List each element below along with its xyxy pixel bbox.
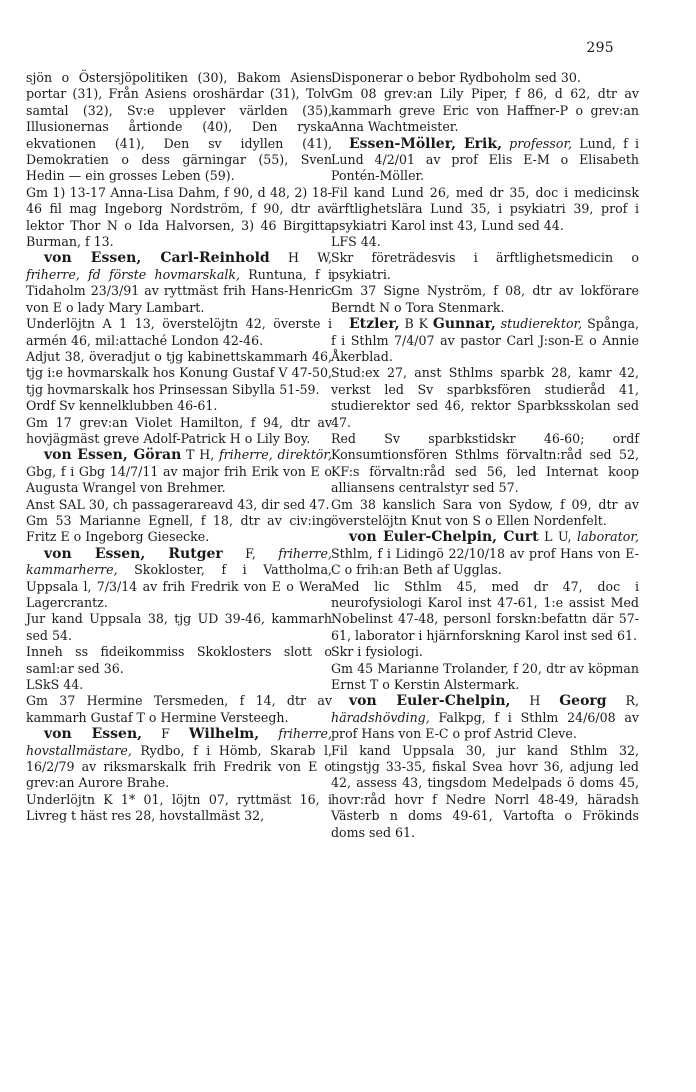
entry-text: Underlöjtn A 1 13, överstelöjtn 42, överste i armén 46, mil:attaché London 42-46. xyxy=(26,316,332,348)
entry-paragraph xyxy=(331,644,639,660)
entry-headword: Georg xyxy=(559,693,607,710)
entry-text: Red Sv sparbkstidskr 46-60; ordf Konsumtionsfören Sthlms förvaltn:råd sed 52, KF:s förvaltn:råd sed 56, led Internat koop alliansens centralstyr sed 57. xyxy=(331,430,639,496)
entry-title: studierektor, xyxy=(500,316,583,332)
entry-text: Gm 1) 13-17 Anna-Lisa Dahm, f 90, d 48, 2) 18-46 fil mag Ingeborg Nordström, f 90, dtr av lektor Thor N o Ida Halvorsen, 3) 46 Birgitta Burman, f 13. xyxy=(26,184,332,250)
entry-text: H W, xyxy=(269,250,332,266)
entry-text: Gm 38 kanslich Sara von Sydow, f 09, dtr av överstelöjtn Knut von S o Ellen Nordenfelt. xyxy=(331,496,639,528)
entry-paragraph xyxy=(26,185,332,251)
entry-text: LFS 44. xyxy=(331,234,381,250)
entry-paragraph xyxy=(26,497,332,513)
entry-headword: Wilhelm, xyxy=(188,726,260,743)
entry-paragraph xyxy=(331,234,639,250)
biography-entry xyxy=(331,529,639,578)
entry-text: Sthlm, f i Lidingö 22/10/18 av prof Hans von E-C o frih:an Beth af Ugglas. xyxy=(331,545,639,578)
entry-text: LSkS 44. xyxy=(26,677,84,693)
entry-paragraph xyxy=(331,579,639,645)
entry-paragraph xyxy=(331,497,639,530)
entry-text: Adjut 38, överadjut o tjg kabinettskammarh 46, tjg i:e hovmarskalk hos Konung Gustaf V 47-50, tjg hovmarskalk hos Prinsessan Sibylla 51-59. xyxy=(26,348,332,397)
entry-headword: Etzler, xyxy=(349,316,400,333)
entry-headword: Gunnar, xyxy=(432,316,496,333)
biography-entry xyxy=(26,546,332,612)
entry-text: Jur kand Uppsala 38, tjg UD 39-46, kammarh sed 54. xyxy=(26,611,332,643)
entry-paragraph xyxy=(331,365,639,431)
entry-paragraph xyxy=(331,431,639,497)
entry-paragraph xyxy=(26,316,332,349)
entry-text: Gm 37 Signe Nyström, f 08, dtr av lokförare Berndt N o Tora Stenmark. xyxy=(331,283,639,315)
entry-paragraph xyxy=(26,349,332,398)
entry-paragraph xyxy=(26,70,332,185)
entry-headword: Essen-Möller, Erik, xyxy=(349,135,502,152)
entry-text: Med lic Sthlm 45, med dr 47, doc i neurofysiologi Karol inst 47-61, 1:e assist Med Nobelinst 47-48, personl forskn:befattn där 57-61, laborator i hjärnforskning Karol inst sed 61. xyxy=(331,578,639,643)
entry-text: Underlöjtn K 1* 01, löjtn 07, ryttmäst 16, i Livreg t häst res 28, hovstallmäst 32, xyxy=(26,791,332,824)
entry-text: Gbg, f i Gbg 14/7/11 av major frih Erik von E o Augusta Wrangel von Brehmer. xyxy=(26,463,332,496)
entry-text: Rydbo, f i Hömb, Skarab l, 16/2/79 av riksmarskalk frih Fredrik von E o grev:an Aurore Brahe. xyxy=(26,742,332,791)
entry-text: Gm 45 Marianne Trolander, f 20, dtr av köpman Ernst T o Kerstin Alstermark. xyxy=(331,660,639,693)
entry-paragraph xyxy=(331,70,639,86)
entry-text: L U, xyxy=(538,529,577,545)
biography-entry xyxy=(331,316,639,365)
entry-text: Falkpg, f i Sthlm 24/6/08 av prof Hans von E-C o prof Astrid Cleve. xyxy=(331,709,639,742)
right-column xyxy=(331,70,639,841)
biography-entry xyxy=(26,447,332,496)
entry-text: Gm 53 Marianne Egnell, f 18, dtr av civ:ing Fritz E o Ingeborg Giesecke. xyxy=(26,512,332,545)
entry-text: H xyxy=(510,693,560,709)
entry-text: Skokloster, f i Vattholma, Uppsala l, 7/3/14 av frih Fredrik von E o Wera Lagercrantz. xyxy=(26,562,332,610)
entry-title: friherre, direktör, xyxy=(218,447,333,463)
biography-entry xyxy=(26,250,332,316)
entry-text xyxy=(259,726,278,741)
entry-text: F xyxy=(142,726,189,742)
entry-title: friherre, fd förste hovmarskalk, xyxy=(26,266,241,282)
entry-text: Lund, f i Lund 4/2/01 av prof Elis E-M o Elisabeth Pontén-Möller. xyxy=(331,135,639,184)
entry-headword: von Euler-Chelpin, xyxy=(349,693,511,710)
entry-text: Fil kand Uppsala 30, jur kand Sthlm 32, tingstjg 33-35, fiskal Svea hovr 36, adjung led 42, assess 43, tingsdom Medelpads ö doms 45, hovr:råd hovr f Nedre Norrl 48-49, häradsh Västerb n doms 49-61, Vartofta o Frökinds doms sed 61. xyxy=(331,742,639,840)
entry-text: Gm 17 grev:an Violet Hamilton, f 94, dtr av hovjägmäst greve Adolf-Patrick H o Lily Boy. xyxy=(26,414,332,446)
entry-text: Stud:ex 27, anst Sthlms sparbk 28, kamr 42, verkst led Sv sparbksfören studieråd 41, studierektor sed 46, rektor Sparbksskolan sed 47. xyxy=(331,365,639,430)
entry-headword: von Essen, Göran xyxy=(44,447,182,464)
entry-text: Runtuna, f i Tidaholm 23/3/91 av ryttmäst frih Hans-Henric von E o lady Mary Lambart. xyxy=(26,266,332,315)
entry-paragraph xyxy=(26,611,332,644)
entry-paragraph xyxy=(331,283,639,316)
entry-paragraph xyxy=(26,693,332,726)
entry-title: laborator, xyxy=(576,529,639,545)
entry-text: Gm 37 Hermine Tersmeden, f 14, dtr av kammarh Gustaf T o Hermine Versteegh. xyxy=(26,693,332,725)
entry-headword: von Euler-Chelpin, Curt xyxy=(349,529,539,546)
entry-text: Disponerar o bebor Rydboholm sed 30. xyxy=(331,70,581,85)
page-number: 295 xyxy=(586,40,614,56)
entry-text: R, xyxy=(606,693,639,709)
biography-entry xyxy=(26,726,332,792)
left-column xyxy=(26,70,332,825)
entry-paragraph xyxy=(331,250,639,283)
entry-text: sjön o Östersjöpolitiken (30), Bakom Asiens portar (31), Från Asiens oroshärdar (31), Tolv samtal (32), Sv:e upplever världen (35), Illusionernas årtionde (40), Den ryska ekvationen (41), Den sv idyllen (41), Demokratien o dess gärningar (55), Sven Hedin — ein grosses Leben (59). xyxy=(26,70,332,184)
entry-headword: von Essen, Carl-Reinhold xyxy=(44,250,270,267)
entry-paragraph xyxy=(331,661,639,694)
entry-text: F, xyxy=(222,545,279,561)
entry-headword: von Essen, Rutger xyxy=(44,545,223,562)
entry-text: Anst SAL 30, ch passagerareavd 43, dir sed 47. xyxy=(26,496,330,512)
entry-text: Ordf Sv kennelklubben 46-61. xyxy=(26,398,218,414)
entry-text: Skr företrädesvis i ärftlighetsmedicin o psykiatri. xyxy=(331,250,639,282)
entry-title: friherre, kammarherre, xyxy=(26,545,332,578)
entry-paragraph xyxy=(26,398,332,414)
entry-paragraph xyxy=(331,185,639,234)
entry-text: Fil kand Lund 26, med dr 35, doc i medicinsk ärftlighetslära Lund 35, i psykiatri 39, prof i psykiatri Karol inst 43, Lund sed 44. xyxy=(331,184,639,233)
entry-title: friherre, hovstallmästare, xyxy=(26,726,332,758)
entry-text: Skr i fysiologi. xyxy=(331,644,423,660)
entry-paragraph xyxy=(26,415,332,448)
entry-text: B K xyxy=(399,316,433,332)
entry-headword: von Essen, xyxy=(44,726,142,743)
entry-paragraph xyxy=(26,677,332,693)
entry-paragraph xyxy=(331,743,639,841)
entry-title: professor, xyxy=(509,135,573,151)
entry-paragraph xyxy=(26,792,332,825)
entry-paragraph xyxy=(26,644,332,677)
entry-text: Inneh ss fideikommiss Skoklosters slott o saml:ar sed 36. xyxy=(26,644,332,676)
biography-entry xyxy=(331,136,639,185)
entry-text: Spånga, f i Sthlm 7/4/07 av pastor Carl J:son-E o Annie Åkerblad. xyxy=(331,316,639,364)
entry-text: T H, xyxy=(181,447,219,463)
entry-title: häradshövding, xyxy=(331,709,430,725)
entry-paragraph xyxy=(331,86,639,135)
entry-text: Gm 08 grev:an Lily Piper, f 86, d 62, dtr av kammarh greve Eric von Haffner-P o grev:an Anna Wachtmeister. xyxy=(331,86,639,135)
biography-entry xyxy=(331,693,639,742)
entry-paragraph xyxy=(26,513,332,546)
